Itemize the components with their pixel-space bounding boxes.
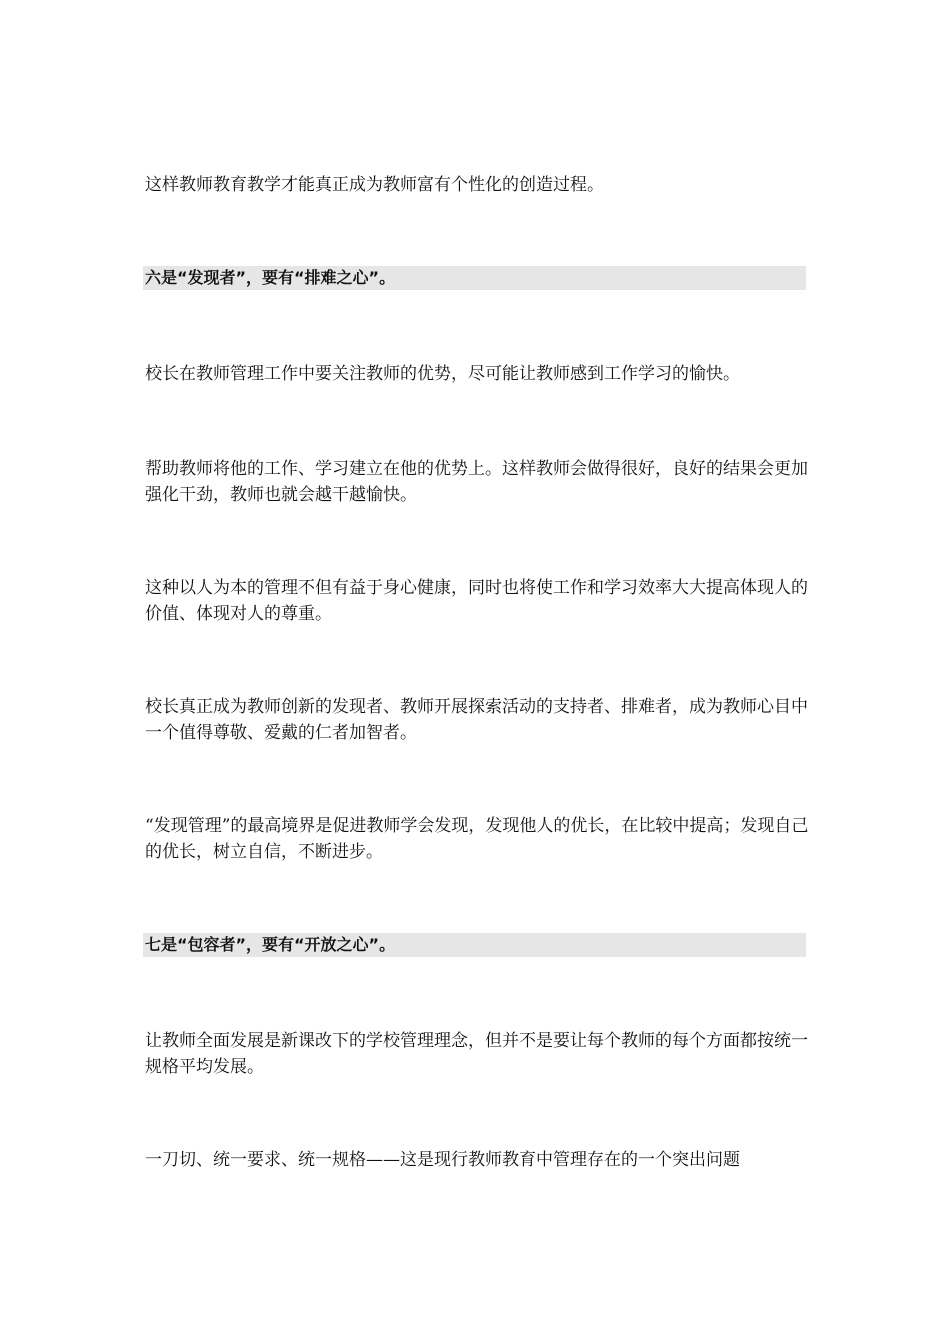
- paragraph-5: 校长真正成为教师创新的发现者、教师开展探索活动的支持者、排难者，成为教师心目中一个值得尊敬、爱戴的仁者加智者。: [145, 697, 808, 743]
- paragraph-1: 这样教师教育教学才能真正成为教师富有个性化的创造过程。: [145, 175, 604, 195]
- section-heading-7: 七是“包容者”，要有“开放之心”。: [143, 933, 806, 957]
- paragraph-8: 一刀切、统一要求、统一规格——这是现行教师教育中管理存在的一个突出问题: [145, 1150, 740, 1170]
- paragraph-7: 让教师全面发展是新课改下的学校管理理念，但并不是要让每个教师的每个方面都按统一规格平均发展。: [145, 1031, 808, 1077]
- paragraph-4: 这种以人为本的管理不但有益于身心健康，同时也将使工作和学习效率大大提高体现人的价值、体现对人的尊重。: [145, 578, 808, 624]
- paragraph-6: “发现管理”的最高境界是促进教师学会发现，发现他人的优长，在比较中提高；发现自己的优长，树立自信，不断进步。: [145, 816, 809, 862]
- section-heading-6: 六是“发现者”，要有“排难之心”。: [143, 266, 806, 290]
- paragraph-2: 校长在教师管理工作中要关注教师的优势，尽可能让教师感到工作学习的愉快。: [145, 364, 740, 384]
- paragraph-3: 帮助教师将他的工作、学习建立在他的优势上。这样教师会做得很好，良好的结果会更加强化干劲，教师也就会越干越愉快。: [145, 459, 808, 505]
